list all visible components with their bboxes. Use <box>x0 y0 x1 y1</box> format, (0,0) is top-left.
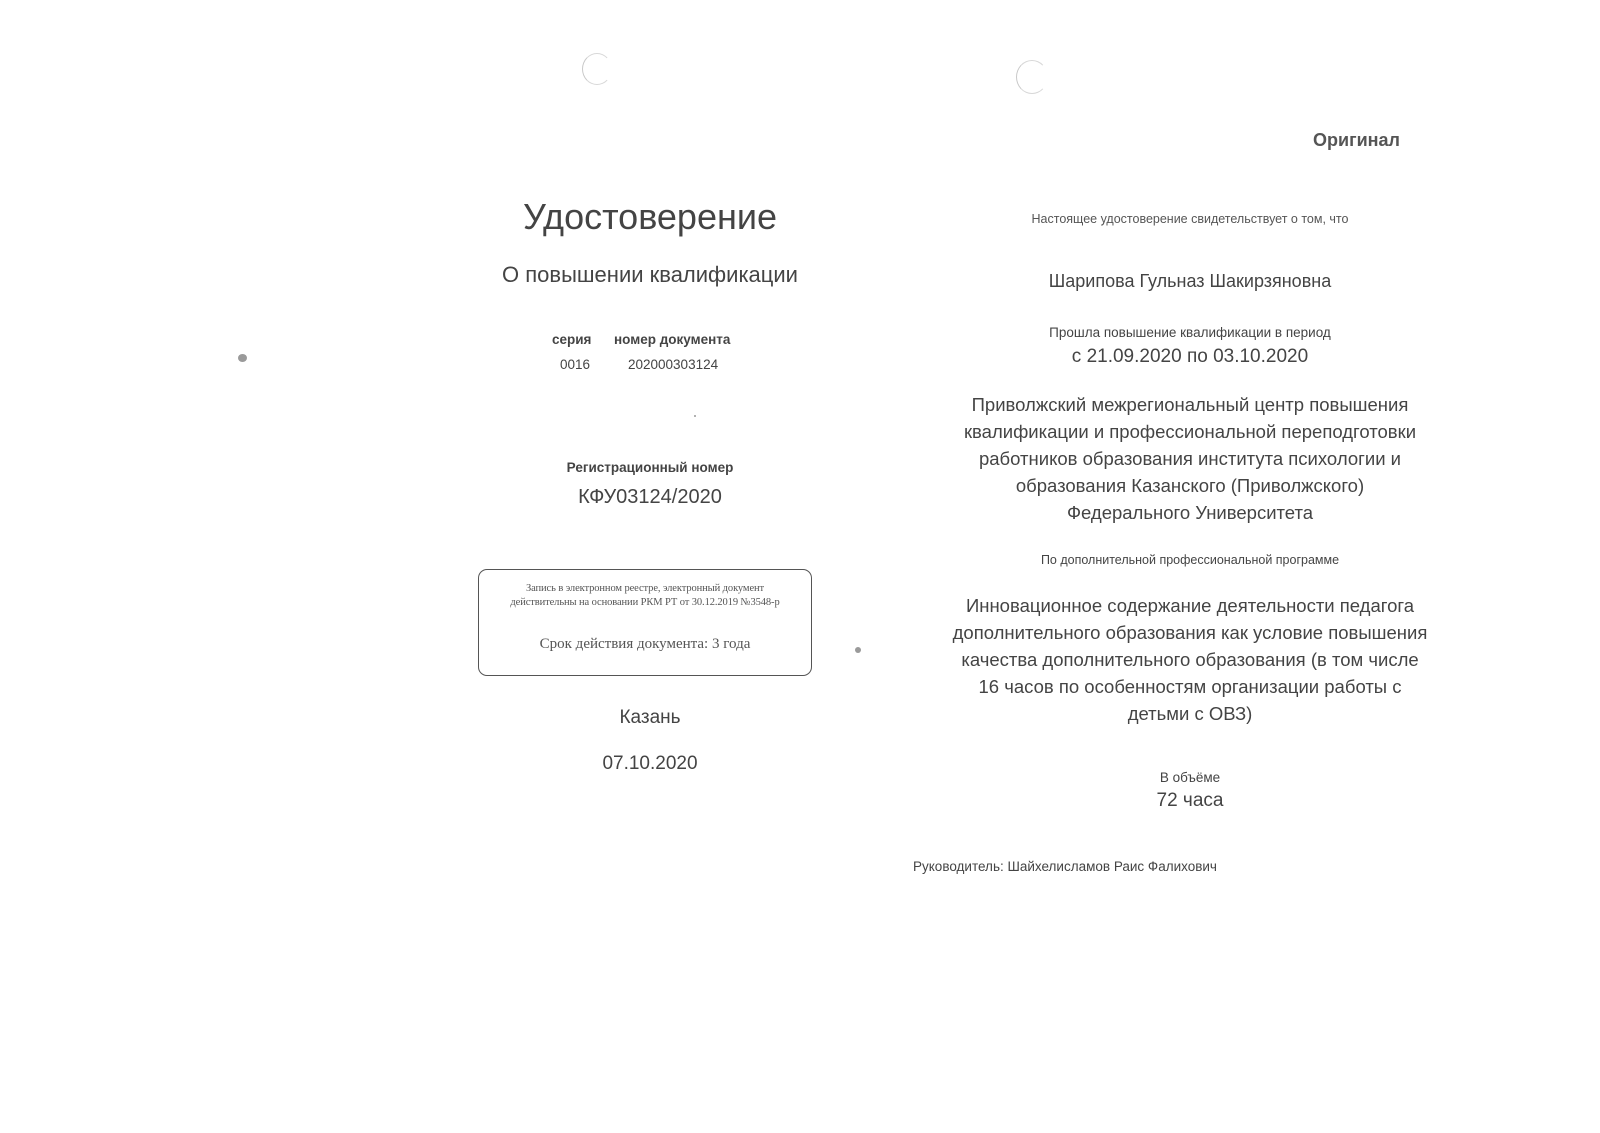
series-label: серия <box>552 332 592 347</box>
original-label: Оригинал <box>1313 130 1400 150</box>
head-signature-line: Руководитель: Шайхелисламов Раис Фалихович <box>913 859 1217 874</box>
organization-line: Федерального Университета <box>1066 502 1314 523</box>
issue-date: 07.10.2020 <box>602 753 698 774</box>
organization-line: образования Казанского (Приволжского) <box>1015 475 1365 496</box>
stamp-line-2: действительны на основании РКМ РТ от 30.12.2019 №3548-р <box>510 597 780 608</box>
program-line: 16 часов по особенностям организации работы с <box>978 676 1402 697</box>
organization-name <box>900 391 1480 526</box>
issue-city: Казань <box>619 707 681 728</box>
document-title: Удостоверение <box>523 196 777 237</box>
scan-hole-mark-right <box>1016 60 1048 94</box>
registration-label: Регистрационный номер <box>566 460 734 475</box>
program-line: Инновационное содержание деятельности педагога <box>965 595 1415 616</box>
scan-hole-mark-left <box>582 53 612 85</box>
program-line: качества дополнительного образования (в том числе <box>961 649 1419 670</box>
organization-line: работников образования института психологии и <box>978 448 1401 469</box>
period-value: с 21.09.2020 по 03.10.2020 <box>1071 346 1309 367</box>
organization-line: квалификации и профессиональной переподготовки <box>963 421 1417 442</box>
certifies-intro: Настоящее удостоверение свидетельствует о том, что <box>1031 212 1349 226</box>
stamp-line-1: Запись в электронном реестре, электронный документ <box>525 583 765 594</box>
registration-number: КФУ03124/2020 <box>578 486 722 508</box>
volume-label: В объёме <box>1159 770 1221 785</box>
scan-speck <box>855 647 861 653</box>
scan-speck <box>694 415 696 417</box>
volume-value: 72 часа <box>1156 790 1224 811</box>
program-name <box>900 592 1480 727</box>
program-label: По дополнительной профессиональной программе <box>1040 553 1340 567</box>
series-value: 0016 <box>560 357 591 372</box>
program-line: дополнительного образования как условие повышения <box>952 622 1428 643</box>
stamp-validity: Срок действия документа: 3 года <box>539 636 751 652</box>
scan-speck <box>238 354 247 362</box>
registry-stamp <box>478 569 812 676</box>
program-line: детьми с ОВЗ) <box>1127 703 1253 724</box>
period-label: Прошла повышение квалификации в период <box>1049 325 1331 340</box>
doc-number-value: 202000303124 <box>628 357 719 372</box>
document-subtitle: О повышении квалификации <box>502 262 798 287</box>
doc-number-label: номер документа <box>614 332 731 347</box>
organization-line: Приволжский межрегиональный центр повышения <box>971 394 1409 415</box>
recipient-name: Шарипова Гульназ Шакирзяновна <box>1048 271 1332 291</box>
